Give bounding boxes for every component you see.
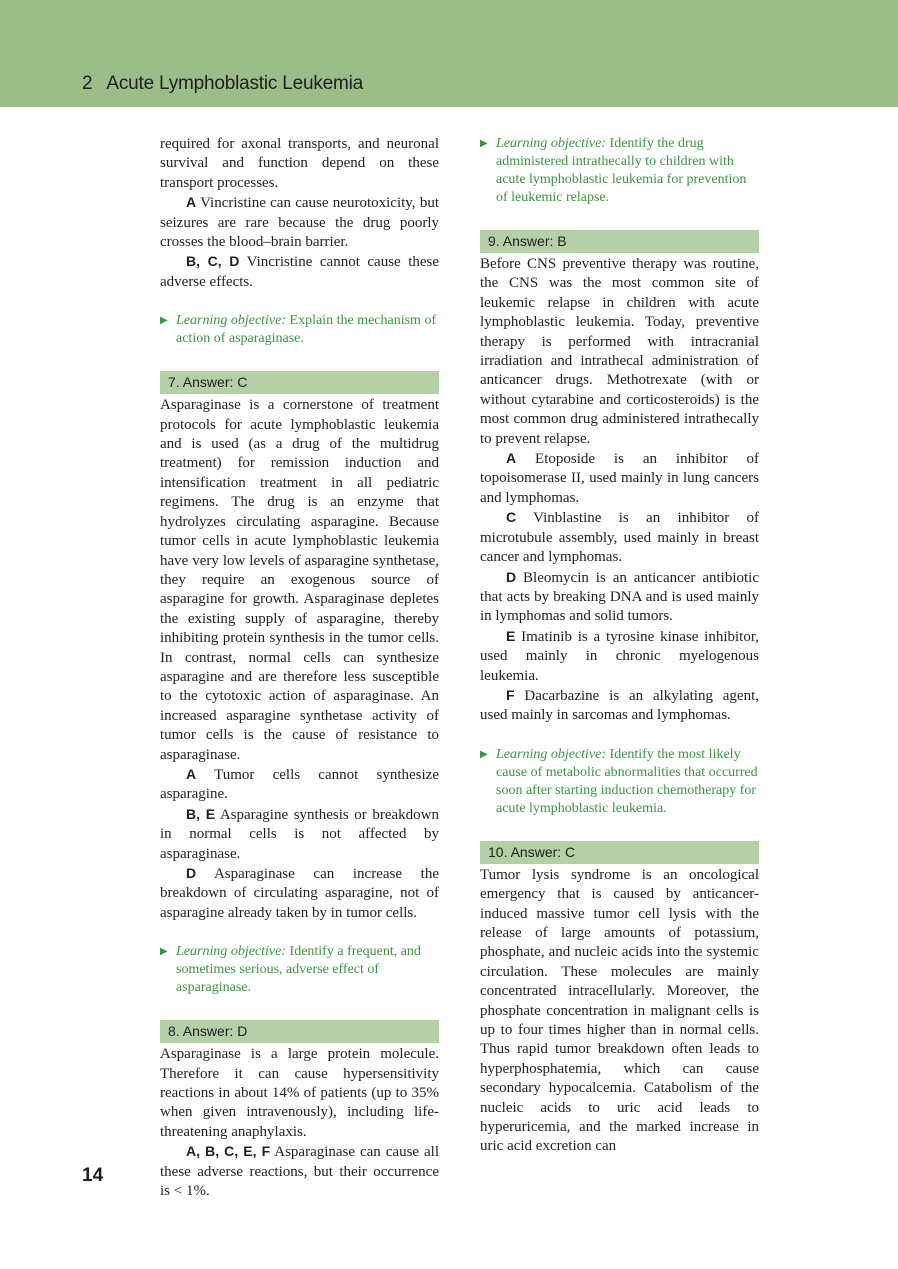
- triangle-bullet-icon: ▶: [480, 748, 488, 760]
- option-label: F: [506, 686, 515, 703]
- learning-objective-label: Learning objective:: [496, 746, 607, 762]
- option-label: B, E: [186, 805, 216, 822]
- learning-objective-label: Learning objective:: [496, 136, 607, 151]
- option-label: A: [186, 765, 197, 782]
- option-text: Vincristine can cause neurotoxicity, but seizures are rare because the drug poorly crosses the blood–brain barrier.: [160, 195, 439, 251]
- answer-heading: 10. Answer: C: [480, 841, 759, 864]
- answer-explanation: Before CNS preventive therapy was routine, the CNS was the most common site of leukemic relapse in children with acute lymphoblastic leukemia. Today, preventive therapy is performed with intracranial irradiation and intrathecal administration of anticancer drugs. Methotrexate (with or without cytarabine and corticosteroids) is the most common drug administered intrathecally to prevent relapse.: [480, 256, 759, 447]
- option-text: Imatinib is a tyrosine kinase inhibitor, used mainly in chronic myelogenous leukemia.: [480, 628, 759, 684]
- option-paragraph: [160, 765, 439, 805]
- option-paragraph: [160, 252, 439, 292]
- learning-objective-label: Learning objective:: [176, 313, 287, 329]
- learning-objective: [160, 312, 439, 348]
- option-label: D: [506, 568, 517, 585]
- answer-heading: 9. Answer: B: [480, 230, 759, 253]
- option-label: D: [186, 865, 197, 881]
- option-text: Tumor cells cannot synthesize asparagine.: [160, 766, 439, 803]
- option-label: A: [186, 194, 197, 211]
- page-number: 14: [82, 1165, 104, 1186]
- option-paragraph: [480, 568, 759, 627]
- option-paragraph: [160, 1142, 439, 1201]
- option-label: A: [506, 450, 517, 467]
- learning-objective: [480, 135, 759, 207]
- chapter-heading: [82, 73, 363, 95]
- left-column: [160, 135, 439, 1201]
- triangle-bullet-icon: ▶: [160, 946, 168, 958]
- option-paragraph: [480, 449, 759, 508]
- answer-heading: 7. Answer: C: [160, 371, 439, 394]
- answer-explanation: Asparaginase is a cornerstone of treatment protocols for acute lymphoblastic leukemia and is used (as a drug of the multidrug treatment) for remission induction and intensification treatment in all pediatric regimens. The drug is an enzyme that hydrolyzes circulating asparagine. Because tumor cells in acute lymphoblastic leukemia have very low levels of asparagine synthetase, they require an exogenous source of asparagine for growth. Asparaginase depletes the existing supply of asparagine, thereby inhibiting protein synthesis in the tumor cells. In contrast, normal cells can synthesize asparagine and are therefore less susceptible to the cytotoxic action of asparaginase. An increased asparagine synthetase activity of tumor cells is the cause of resistance to asparaginase.: [160, 397, 439, 763]
- learning-objective-label: Learning objective:: [176, 944, 287, 960]
- option-text: Vincristine cannot cause these adverse effects.: [160, 254, 440, 290]
- option-text: Vinblastine is an inhibitor of microtubule assembly, used mainly in breast cancer and lymphomas.: [480, 510, 759, 566]
- option-paragraph: [480, 508, 759, 567]
- chapter-number: 2: [82, 73, 93, 94]
- triangle-bullet-icon: ▶: [480, 138, 488, 149]
- answer-explanation: Tumor lysis syndrome is an oncological emergency that is caused by anticancer-induced massive tumor cell lysis with the release of large amounts of potassium, phosphate, and nucleic acids into the systemic circulation. These molecules are mainly concentrated intracellularly. Moreover, the phosphate concentration in malignant cells is up to four times higher than in normal cells. Thus rapid tumor breakdown often leads to hyperphosphatemia, which can cause secondary hypocalcemia. Catabolism of the nucleic acids to uric acid leads to hyperuricemia, and the marked increase in uric acid excretion can: [480, 866, 759, 1155]
- option-text: Etoposide is an inhibitor of topoisomerase II, used mainly in lung cancers and lymphomas.: [480, 451, 759, 506]
- option-text: Bleomycin is an anticancer antibiotic that acts by breaking DNA and is used mainly in lymphomas and solid tumors.: [480, 569, 759, 625]
- right-column: [480, 135, 759, 1157]
- option-label: C: [506, 509, 517, 526]
- option-paragraph: [160, 193, 439, 252]
- chapter-title: Acute Lymphoblastic Leukemia: [106, 73, 364, 94]
- continuation-paragraph: required for axonal transports, and neuronal survival and function depend on these transport processes.: [160, 136, 439, 191]
- option-label: A, B, C, E, F: [186, 1143, 271, 1160]
- answer-explanation: Asparaginase is a large protein molecule. Therefore it can cause hypersensitivity reactions in about 14% of patients (up to 35% when given intravenously), including life-threatening anaphylaxis.: [160, 1046, 439, 1140]
- learning-objective: [480, 746, 759, 818]
- option-label: B, C, D: [186, 253, 240, 270]
- learning-objective-text: Identify the most likely cause of metabolic abnormalities that occurred soon after starting induction chemotherapy for acute lymphoblastic leukemia.: [496, 746, 758, 816]
- option-paragraph: [160, 864, 439, 923]
- option-text: Asparagine synthesis or breakdown in normal cells is not affected by asparaginase.: [160, 806, 439, 862]
- learning-objective-text: Identify the drug administered intrathecally to children with acute lymphoblastic leukemia for prevention of leukemic relapse.: [496, 136, 747, 205]
- triangle-bullet-icon: ▶: [160, 315, 168, 327]
- option-paragraph: [160, 805, 439, 864]
- learning-objective-text: Explain the mechanism of action of asparaginase.: [176, 313, 437, 347]
- answer-heading: 8. Answer: D: [160, 1020, 439, 1043]
- option-text: Asparaginase can increase the breakdown of circulating asparagine, not of asparagine already taken by in tumor cells.: [160, 866, 439, 921]
- learning-objective-text: Identify a frequent, and sometimes serious, adverse effect of asparaginase.: [176, 944, 421, 996]
- option-text: Asparaginase can cause all these adverse reactions, but their occurrence is < 1%.: [160, 1144, 439, 1200]
- option-label: E: [506, 627, 516, 644]
- option-paragraph: [480, 627, 759, 686]
- learning-objective: [160, 943, 439, 997]
- option-text: Dacarbazine is an alkylating agent, used mainly in sarcomas and lymphomas.: [480, 687, 759, 724]
- option-paragraph: [480, 686, 759, 726]
